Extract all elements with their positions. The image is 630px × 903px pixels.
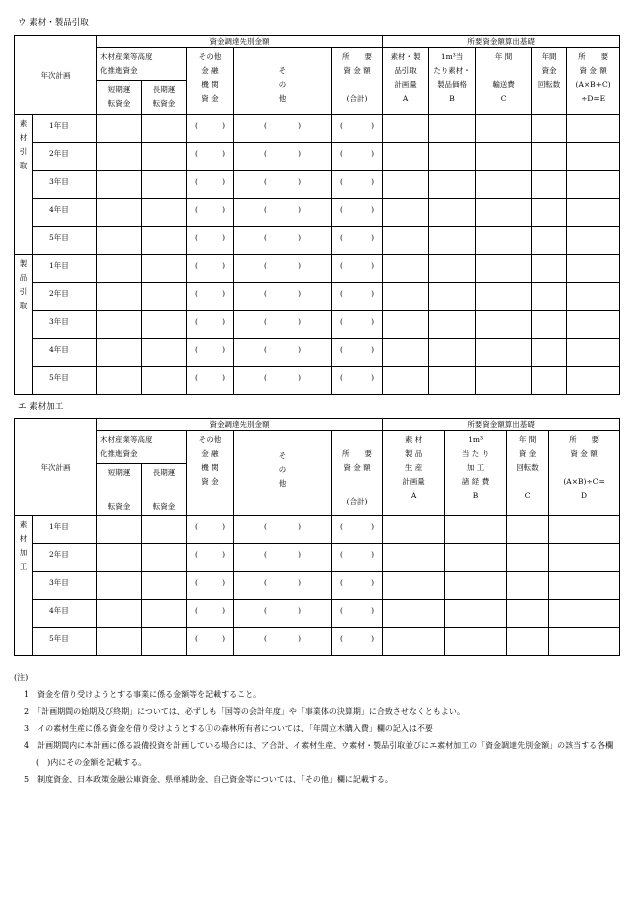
header-sonota: そ の 他	[234, 431, 332, 516]
header-shoyo-kijun: 所要資金額算出基礎	[383, 419, 620, 431]
header-col-b: 1m³当 たり素材・ 製品価格 B	[429, 48, 476, 115]
header-col-a: 素材・製 品引取 計画量 A	[383, 48, 429, 115]
table-row: 4年目 ( ) ( ) ( )	[15, 339, 620, 367]
header-col-b: 1m³ 当 た り 加 工 諸 経 費 B	[445, 431, 507, 516]
year-label: 5年目	[49, 373, 69, 382]
header-tanki: 短期運 転資金	[97, 464, 142, 516]
header-choki: 長期運 転資金	[142, 464, 187, 516]
year-label: 4年目	[49, 205, 69, 214]
note-item: 5 制度資金、日本政策金融公庫資金、県単補助金、自己資金等については、「その他」欄に記載する。	[24, 775, 393, 784]
section-title-e: エ 素材加工	[18, 402, 64, 412]
note-item: 3 イの素材生産に係る資金を借り受けようとする①の森林所有者については、「年間立木購入費」欄の記入は不要	[24, 724, 433, 733]
header-shoyo-shikin: 所 要 資 金 額 (合計)	[332, 431, 383, 516]
table-row: 2年目 ( ) ( ) ( )	[15, 143, 620, 171]
header-nenji: 年次計画	[15, 419, 97, 516]
header-col-e: 所 要 資 金 額 (A×B+C) ÷D=E	[567, 48, 620, 115]
header-shoyo-kijun: 所要資金額算出基礎	[383, 36, 620, 48]
cell-shoyo[interactable]: ( )	[332, 115, 383, 143]
year-label: 2年目	[49, 149, 69, 158]
table-row: 3年目 ( ) ( ) ( )	[15, 171, 620, 199]
table-row: 5年目 ( ) ( ) ( )	[15, 227, 620, 255]
header-nenji: 年次計画	[15, 36, 97, 115]
header-sonota-kinyu: その他 金 融 機 関 資 金	[187, 431, 234, 516]
header-shikin-chotatsu: 資金調達先別金額	[97, 419, 383, 431]
notes	[14, 669, 620, 788]
header-sonota: そ の 他	[234, 48, 332, 115]
table-row: 5年目 ( ) ( ) ( )	[15, 628, 620, 656]
table-material-product-pickup	[14, 35, 620, 395]
group-label-seihin-hikitori: 製 品 引 取	[15, 255, 33, 395]
header-col-c: 年 間 資 金 回転数 C	[507, 431, 549, 516]
header-tanki: 短期運 転資金	[97, 81, 142, 115]
year-label: 5年目	[49, 233, 69, 242]
notes-heading: (注)	[14, 673, 29, 682]
group-label-sozai-kako: 素 材 加 工	[15, 516, 33, 656]
table-row: 2年目 ( ) ( ) ( )	[15, 283, 620, 311]
table-row: 3年目 ( ) ( ) ( )	[15, 311, 620, 339]
note-item: 4 計画期間内に本計画に係る設備投資を計画している場合には、ア合計、イ素材生産、ウ素材・製品引取並びにエ素材加工の「資金調達先別金額」の該当する各欄( )内にその金額を記載する。	[24, 741, 614, 767]
year-label: 3年目	[49, 578, 69, 587]
header-col-a: 素 材 製 品 生 産 計画量 A	[383, 431, 445, 516]
table-row	[15, 115, 620, 143]
header-mokuzai: 木材産業等高度 化推進資金	[97, 48, 187, 81]
year-label: 3年目	[49, 177, 69, 186]
year-label: 2年目	[49, 289, 69, 298]
table-row: 5年目 ( ) ( ) ( )	[15, 367, 620, 395]
table-row: 4年目 ( ) ( ) ( )	[15, 600, 620, 628]
header-col-d: 年間 資金 回転数	[532, 48, 567, 115]
year-label: 1年目	[49, 261, 69, 270]
header-mokuzai: 木材産業等高度 化推進資金	[97, 431, 187, 464]
table-material-processing	[14, 418, 620, 656]
header-shikin-chotatsu: 資金調達先別金額	[97, 36, 383, 48]
header-choki: 長期運 転資金	[142, 81, 187, 115]
table-row: 4年目 ( ) ( ) ( )	[15, 199, 620, 227]
cell-tanki[interactable]	[97, 115, 142, 143]
cell-sonota[interactable]: ( )	[234, 115, 332, 143]
table-row: 2年目 ( ) ( ) ( )	[15, 544, 620, 572]
year-label: 1年目	[49, 121, 69, 130]
year-label: 2年目	[49, 550, 69, 559]
table-row: 製 品 引 取 1年目 ( ) ( ) ( )	[15, 255, 620, 283]
year-label: 4年目	[49, 606, 69, 615]
section-title-u: ウ 素材・製品引取	[18, 18, 89, 28]
table-row: 3年目 ( ) ( ) ( )	[15, 572, 620, 600]
header-shoyo-shikin: 所 要 資 金 額 (合計)	[332, 48, 383, 115]
year-label: 1年目	[49, 522, 69, 531]
note-item: 1 資金を借り受けようとする事業に係る金額等を記載すること。	[24, 690, 262, 699]
group-label-sozai-hikitori: 素 材 引 取	[15, 115, 33, 255]
year-label: 4年目	[49, 345, 69, 354]
cell-sonota-kinyu[interactable]: ( )	[187, 115, 234, 143]
header-col-d: 所 要 資 金 額 (A×B)÷C= D	[549, 431, 620, 516]
header-sonota-kinyu: その他 金 融 機 関 資 金	[187, 48, 234, 115]
header-col-c: 年 間 輸送費 C	[476, 48, 532, 115]
table-row: 素 材 加 工 1年目 ( ) ( ) ( )	[15, 516, 620, 544]
cell-choki[interactable]	[142, 115, 187, 143]
year-label: 3年目	[49, 317, 69, 326]
year-label: 5年目	[49, 634, 69, 643]
note-item: 2 「計画期間の始期及び終期」については、必ずしも「国等の会計年度」や「事業体の決算期」に合致させなくともよい。	[24, 707, 465, 716]
